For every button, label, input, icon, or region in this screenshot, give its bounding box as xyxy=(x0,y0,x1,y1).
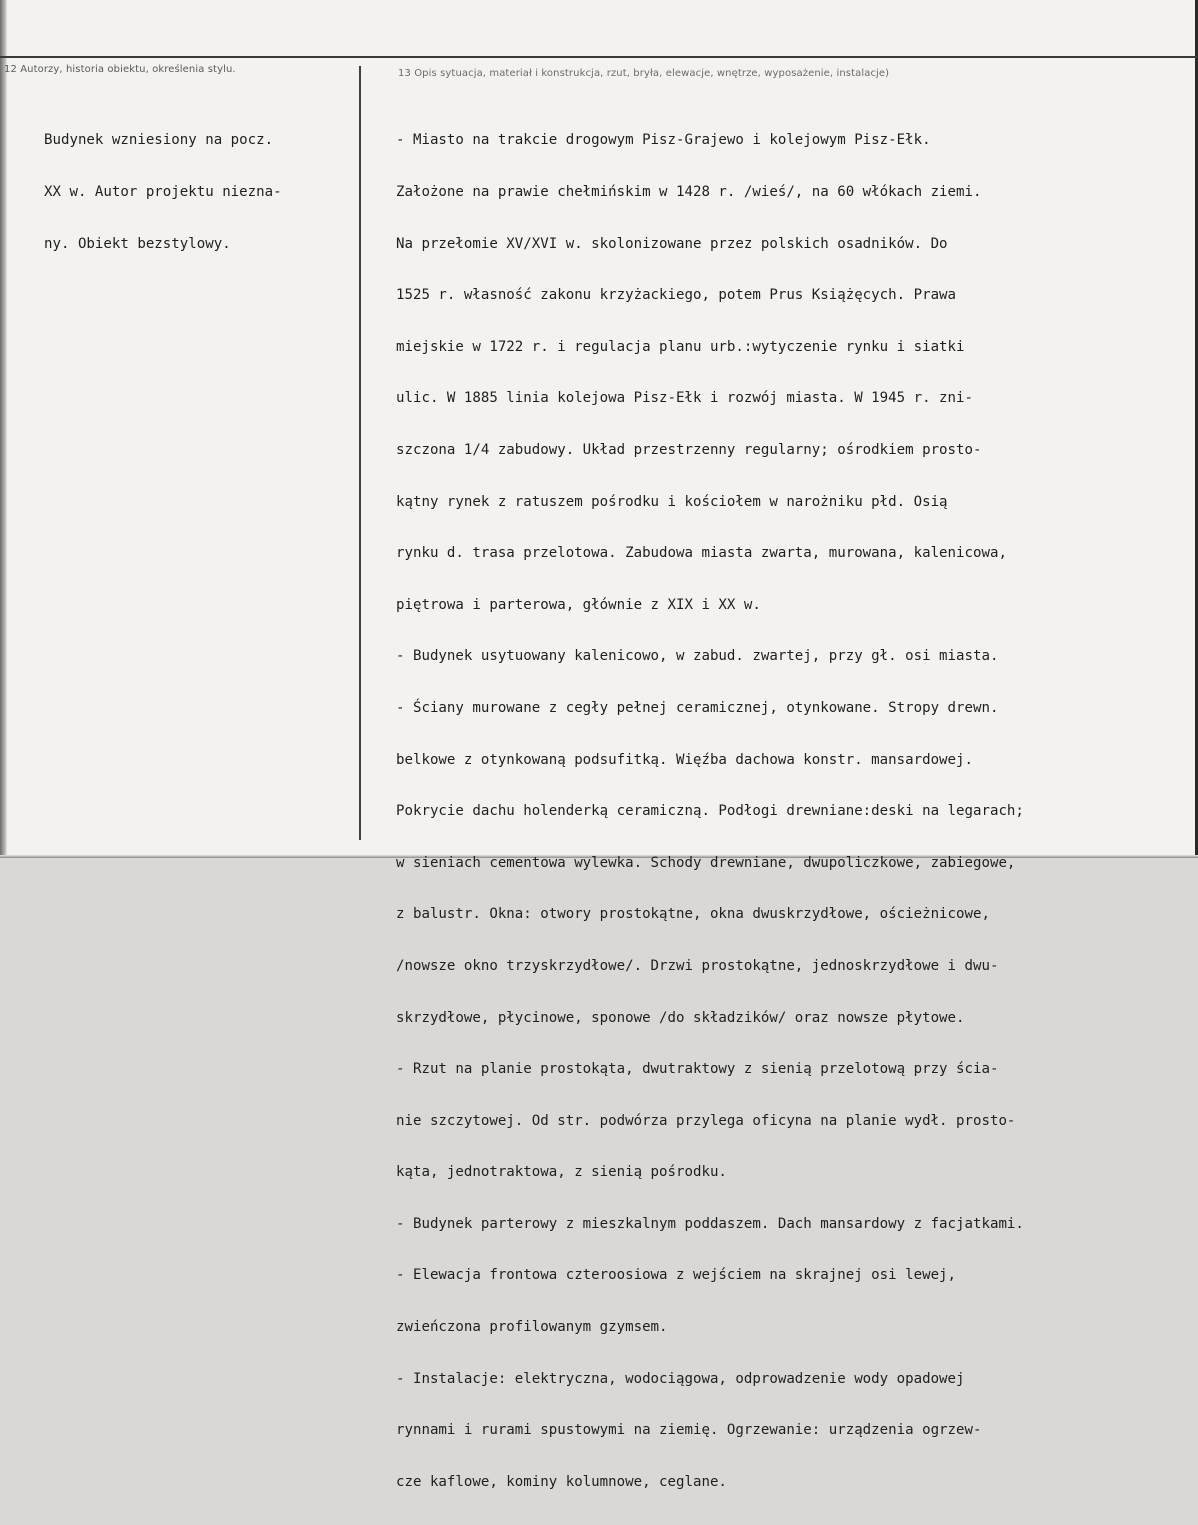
field-header-authors: 12 Autorzy, historia obiektu, określenia stylu. xyxy=(4,64,236,75)
text-line: - Elewacja frontowa czteroosiowa z wejściem na skrajnej osi lewej, xyxy=(396,1267,957,1284)
text-line: zwieńczona profilowanym gzymsem. xyxy=(396,1319,668,1336)
description-text xyxy=(396,98,1024,1525)
text-line: nie szczytowej. Od str. podwórza przylega oficyna na planie wydł. prosto- xyxy=(396,1112,1016,1129)
text-line: Budynek wzniesiony na pocz. xyxy=(44,132,274,149)
card-left-edge xyxy=(0,0,7,858)
text-line: - Ściany murowane z cegły pełnej ceramicznej, otynkowane. Stropy drewn. xyxy=(396,699,999,716)
text-line: - Budynek parterowy z mieszkalnym poddaszem. Dach mansardowy z facjatkami. xyxy=(396,1215,1024,1232)
text-line: Założone na prawie chełmińskim w 1428 r. /wieś/, na 60 włókach ziemi. xyxy=(396,184,982,200)
text-line: - Rzut na planie prostokąta, dwutraktowy z sienią przelotową przy ścia- xyxy=(396,1061,999,1078)
text-line: 1525 r. własność zakonu krzyżackiego, potem Prus Książęcych. Prawa xyxy=(396,287,957,304)
text-line: kąta, jednotraktowa, z sienią pośrodku. xyxy=(396,1164,727,1181)
text-line: belkowe z otynkowaną podsufitką. Więźba dachowa konstr. mansardowej. xyxy=(396,751,973,768)
text-line: - Instalacje: elektryczna, wodociągowa, odprowadzenie wody opadowej xyxy=(396,1370,965,1387)
text-line: rynnami i rurami spustowymi na ziemię. Ogrzewanie: urządzenia ogrzew- xyxy=(396,1422,982,1439)
text-line: piętrowa i parterowa, głównie z XIX i XX w. xyxy=(396,596,761,613)
column-divider xyxy=(359,66,361,840)
text-line: rynku d. trasa przelotowa. Zabudowa miasta zwarta, murowana, kalenicowa, xyxy=(396,545,1007,562)
text-line: cze kaflowe, kominy kolumnowe, ceglane. xyxy=(396,1473,727,1490)
text-line: - Budynek usytuowany kalenicowo, w zabud. zwartej, przy gł. osi miasta. xyxy=(396,648,999,665)
authors-history-text xyxy=(44,98,282,287)
text-line: szczona 1/4 zabudowy. Układ przestrzenny regularny; ośrodkiem prosto- xyxy=(396,441,982,458)
text-line: ny. Obiekt bezstylowy. xyxy=(44,235,231,252)
text-line: XX w. Autor projektu niezna- xyxy=(44,184,282,200)
text-line: ulic. W 1885 linia kolejowa Pisz-Ełk i rozwój miasta. W 1945 r. zni- xyxy=(396,390,973,407)
header-rule xyxy=(0,56,1198,58)
field-header-description: 13 Opis sytuacja, materiał i konstrukcja, rzut, bryła, elewacje, wnętrze, wyposażenie, instalacje) xyxy=(398,68,890,79)
text-line: skrzydłowe, płycinowe, sponowe /do składzików/ oraz nowsze płytowe. xyxy=(396,1009,965,1026)
text-line: Pokrycie dachu holenderką ceramiczną. Podłogi drewniane:deski na legarach; xyxy=(396,803,1024,820)
text-line: - Miasto na trakcie drogowym Pisz-Grajewo i kolejowym Pisz-Ełk. xyxy=(396,132,931,149)
text-line: Na przełomie XV/XVI w. skolonizowane przez polskich osadników. Do xyxy=(396,235,948,252)
text-line: miejskie w 1722 r. i regulacja planu urb.:wytyczenie rynku i siatki xyxy=(396,338,965,355)
text-line: z balustr. Okna: otwory prostokątne, okna dwuskrzydłowe, ościeżnicowe, xyxy=(396,906,990,923)
text-line: kątny rynek z ratuszem pośrodku i kościołem w narożniku płd. Osią xyxy=(396,493,948,510)
text-line: /nowsze okno trzyskrzydłowe/. Drzwi prostokątne, jednoskrzydłowe i dwu- xyxy=(396,957,999,974)
text-line: w sieniach cementowa wylewka. Schody drewniane, dwupoliczkowe, zabiegowe, xyxy=(396,854,1016,871)
